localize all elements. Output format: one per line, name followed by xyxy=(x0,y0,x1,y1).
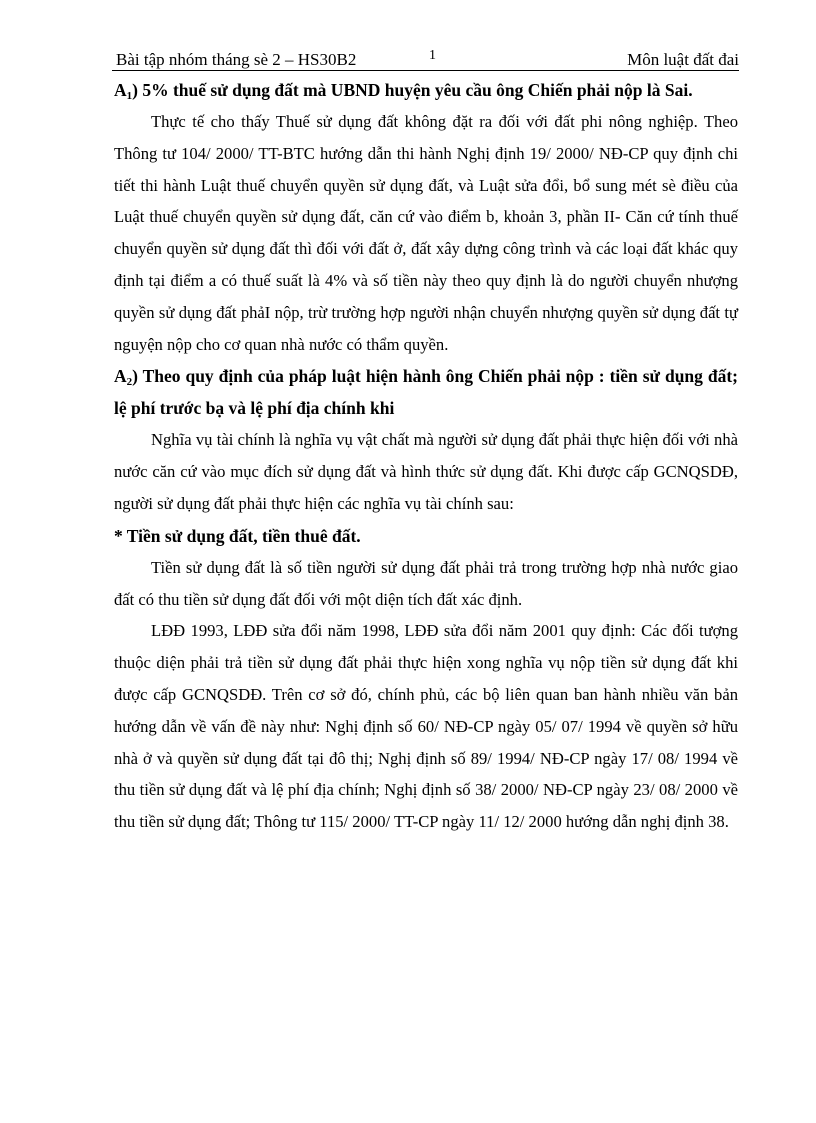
heading-a2-title: ) Theo quy định của pháp luật hiện hành ông Chiến phải nộp : tiền sử dụng đất; lệ phí trước bạ và lệ phí địa chính khi xyxy=(114,366,738,419)
paragraph-a2-3: LĐĐ 1993, LĐĐ sửa đổi năm 1998, LĐĐ sửa đổi năm 2001 quy định: Các đối tượng thuộc diện phải trả tiền sử dụng đất phải thực hiện xong nghĩa vụ nộp tiền sử dụng đất khi được cấp GCNQSDĐ. Trên cơ sở đó, chính phủ, các bộ liên quan ban hành nhiều văn bản hướng dẫn về vấn đề này như: Nghị định số 60/ NĐ-CP ngày 05/ 07/ 1994 về quyền sở hữu nhà ở và quyền sử dụng đất tại đô thị; Nghị định số 89/ 1994/ NĐ-CP ngày 17/ 08/ 1994 về thu tiền sử dụng đất và lệ phí địa chính; Nghị định số 38/ 2000/ NĐ-CP ngày 23/ 08/ 2000 về thu tiền sử dụng đất; Thông tư 115/ 2000/ TT-CP ngày 11/ 12/ 2000 hướng dẫn nghị định 38. xyxy=(114,621,738,832)
heading-a1-subscript: 1 xyxy=(126,90,133,102)
heading-a1-title: ) 5% thuế sử dụng đất mà UBND huyện yêu cầu ông Chiến phải nộp là Sai. xyxy=(132,80,693,100)
heading-a2-subscript: 2 xyxy=(126,376,133,389)
paragraph-a1-1: Thực tế cho thấy Thuế sử dụng đất không đặt ra đối với đất phi nông nghiệp. Theo Thông tư 104/ 2000/ TT-BTC hướng dẫn thi hành Nghị định 19/ 2000/ NĐ-CP quy định chi tiết thi hành Luật thuế chuyển quyền sử dụng đất, và Luật sửa đổi, bổ sung mét sè điều của Luật thuế chuyển quyền sử dụng đất, căn cứ vào điểm b, khoản 3, phần II- Căn cứ tính thuế chuyển quyền sử dụng đất thì đối với đất ở, đất xây dựng công trình và các loại đất khác quy định tại điểm a có thuế suất là 4% và số tiền này theo quy định là do người chuyển nhượng quyền sử dụng đất phảI nộp, trừ trường hợp người nhận chuyển nhượng quyền sử dụng đất tự nguyện nộp cho cơ quan nhà nước có thẩm quyền. xyxy=(114,112,738,354)
heading-a1 xyxy=(114,74,738,106)
heading-a2 xyxy=(114,360,738,424)
heading-a1-prefix: A xyxy=(114,80,127,100)
header-subject: Môn luật đất đai xyxy=(627,50,739,69)
document-body xyxy=(114,74,738,838)
page-number: 1 xyxy=(429,48,436,63)
page-header xyxy=(112,50,739,71)
header-course-title: Bài tập nhóm tháng sè 2 – HS30B2 xyxy=(116,50,357,69)
paragraph-a2-1: Nghĩa vụ tài chính là nghĩa vụ vật chất mà người sử dụng đất phải thực hiện đối với nhà nước căn cứ vào mục đích sử dụng đất và hình thức sử dụng đất. Khi được cấp GCNQSDĐ, người sử dụng đất phải thực hiện các nghĩa vụ tài chính sau: xyxy=(114,430,738,513)
paragraph-a2-2: Tiền sử dụng đất là số tiền người sử dụng đất phải trả trong trường hợp nhà nước giao đất có thu tiền sử dụng đất đối với một diện tích đất xác định. xyxy=(114,557,738,609)
heading-a2-prefix: A xyxy=(114,366,127,387)
bullet-heading: * Tiền sử dụng đất, tiền thuê đất. xyxy=(114,525,361,546)
